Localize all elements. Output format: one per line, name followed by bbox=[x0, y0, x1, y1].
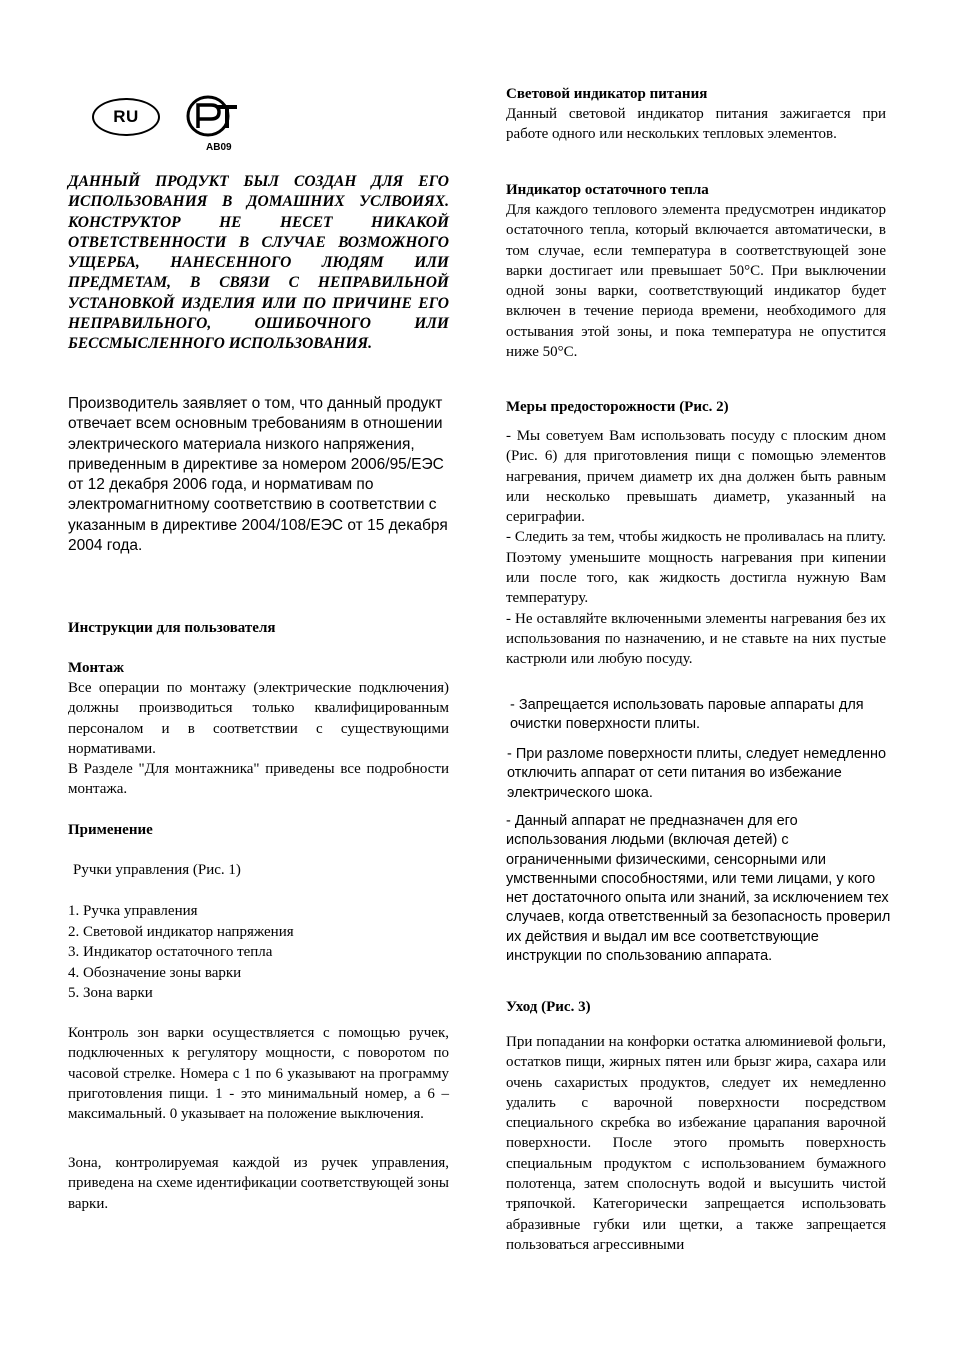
precautions-heading: Меры предосторожности (Рис. 2) bbox=[506, 399, 729, 415]
conformity-declaration bbox=[68, 394, 449, 556]
zone-text-block bbox=[68, 1153, 449, 1214]
installation-text: Все операции по монтажу (электрические подключения) должны производиться только квалифицированным персоналом и в соответствии с существующими нормативами. bbox=[68, 680, 449, 757]
usage-section bbox=[68, 820, 449, 840]
care-heading: Уход (Рис. 3) bbox=[506, 999, 591, 1015]
care-body bbox=[506, 1032, 886, 1255]
residual-heat-heading: Индикатор остаточного тепла bbox=[506, 182, 709, 198]
control-parts-list bbox=[68, 901, 449, 1004]
conformity-code: АВ09 bbox=[206, 142, 232, 153]
precaution-item: - Данный аппарат не предназначен для его использования людьми (включая детей) с ограниченными физическими, сенсорными или умственными способностями, или теми лицами, у кого нет достаточного опыта или знаний, за исключением тех случаев, когда ответственный за безопасность проверил их действия и выдал им все соответствующие инструкции по спользованию аппарата. bbox=[506, 813, 891, 965]
control-text-block bbox=[68, 1023, 449, 1124]
list-item: 5. Зона варки bbox=[68, 985, 153, 1001]
zone-text: Зона, контролируемая каждой из ручек управления, приведена на схеме идентификации соответствующей зоны варки. bbox=[68, 1155, 449, 1212]
precaution-item: - Следить за тем, чтобы жидкость не проливалась на плиту. Поэтому уменьшите мощность нагревания при кипении или после того, как жидкость достигла нужную Вам температуру. bbox=[506, 529, 886, 607]
list-item: 4. Обозначение зоны варки bbox=[68, 964, 242, 981]
precaution-item: - Не оставляйте включенными элементы нагревания без их использования по назначению, и не ставьте на них пустые кастрюли или любую посуду. bbox=[506, 610, 886, 668]
power-light-text: Данный световой индикатор питания зажигается при работе одного или нескольких тепловых элементов. bbox=[506, 106, 886, 143]
knobs-caption-block bbox=[73, 860, 454, 880]
precaution-break-block bbox=[507, 745, 887, 803]
installation-heading: Монтаж bbox=[68, 660, 125, 676]
precautions-section bbox=[506, 397, 886, 417]
usage-heading: Применение bbox=[68, 822, 153, 838]
power-light-heading: Световой индикатор питания bbox=[506, 86, 708, 102]
installation-reference: В Разделе "Для монтажника" приведены все подробности монтажа. bbox=[68, 761, 449, 798]
list-item: 3. Индикатор остаточного тепла bbox=[68, 944, 273, 960]
care-section bbox=[506, 997, 886, 1017]
residual-heat-section bbox=[506, 180, 886, 362]
list-item: 1. Ручка управления bbox=[68, 903, 198, 919]
warning-notice: ДАННЫЙ ПРОДУКТ БЫЛ СОЗДАН ДЛЯ ЕГО ИСПОЛЬЗОВАНИЯ В ДОМАШНИХ УСЛВОИЯХ. КОНСТРУКТОР НЕ НЕСЕТ НИКАКОЙ ОТВЕТСТВЕННОСТИ В СЛУЧАЕ ВОЗМОЖНОГО УЩЕРБА, НАНЕСЕННОГО ЛЮДЯМ ИЛИ ПРЕДМЕТАМ, В СВЯЗИ С НЕПРАВИЛЬНОЙ УСТАНОВКОЙ ИЗДЕЛИЯ ИЛИ ПО ПРИЧИНЕ ЕГО НЕПРАВИЛЬНОГО, ОШИБОЧНОГО ИЛИ БЕССМЫСЛЕННОГО ИСПОЛЬЗОВАНИЯ. bbox=[68, 173, 449, 353]
precaution-item: - При разломе поверхности плиты, следует немедленно отключить аппарат от сети питания во избежание электрического шока. bbox=[507, 746, 887, 801]
user-instructions-section bbox=[68, 618, 449, 638]
precaution-item: - Запрещается использовать паровые аппараты для очистки поверхности плиты. bbox=[510, 697, 864, 733]
ru-mark-text: RU bbox=[113, 107, 139, 126]
rst-conformity-mark-icon bbox=[184, 94, 240, 138]
precaution-steam-block bbox=[510, 696, 894, 735]
installation-section bbox=[68, 658, 449, 800]
precautions-body bbox=[506, 426, 886, 670]
power-light-section bbox=[506, 84, 886, 145]
declaration-text: Производитель заявляет о том, что данный продукт отвечает всем основным требованиям в отношении электрического материала низкого напряжения, приведенным в директиве за номером 2006/95/ЕЭС от 12 декабря 2006 года, и нормативам по электромагнитному соответствию в соответствии с указанным в директиве 2004/108/ЕЭС от 15 декабря 2004 года. bbox=[68, 395, 448, 555]
care-text: При попадании на конфорки остатка алюминиевой фольги, остатков пищи, жирных пятен или брызг жира, сахара или очень сахаристых продуктов, следует их немедленно удалить с варочной поверхности посредством специального скребка во избежание царапания варочной поверхности. После этого промыть поверхность специальным продуктом с использованием бумажного полотенца, затем сполоснуть водой и высушить чистой тряпочкой. Категорически запрещается использовать абразивные губки или щетки, а также запрещается пользоваться агрессивными bbox=[506, 1034, 886, 1253]
precaution-users-block bbox=[506, 812, 892, 966]
knobs-caption: Ручки управления (Рис. 1) bbox=[73, 862, 241, 878]
precaution-item: - Мы советуем Вам использовать посуду с плоским дном (Рис. 6) для приготовления пищи с помощью элементов нагревания, причем диаметр их дна должен быть равным или несколько превышать диаметр, указанный на сериграфии. bbox=[506, 428, 886, 526]
ru-mark-logo bbox=[92, 98, 160, 136]
user-instructions-heading: Инструкции для пользователя bbox=[68, 620, 276, 636]
control-text: Контроль зон варки осуществляется с помощью ручек, подключенных к регулятору мощности, с поворотом по часовой стрелке. Номера с 1 по 6 указывают на программу приготовления пищи. 1 - это минимальный номер, а 6 – максимальный. 0 указывает на положение выключения. bbox=[68, 1025, 449, 1123]
certification-marks bbox=[88, 92, 258, 154]
list-item: 2. Световой индикатор напряжения bbox=[68, 923, 294, 940]
residual-heat-text: Для каждого теплового элемента предусмотрен индикатор остаточного тепла, который включается автоматически, в том случае, если температура в соответствующей зоне варки достигает или превышает 50°C. При выключении одной зоны варки, соответствующий индикатор будет включен в течение периода времени, необходимого для остывания этой зоны, и пока температура не опустится ниже 50°C. bbox=[506, 202, 886, 361]
